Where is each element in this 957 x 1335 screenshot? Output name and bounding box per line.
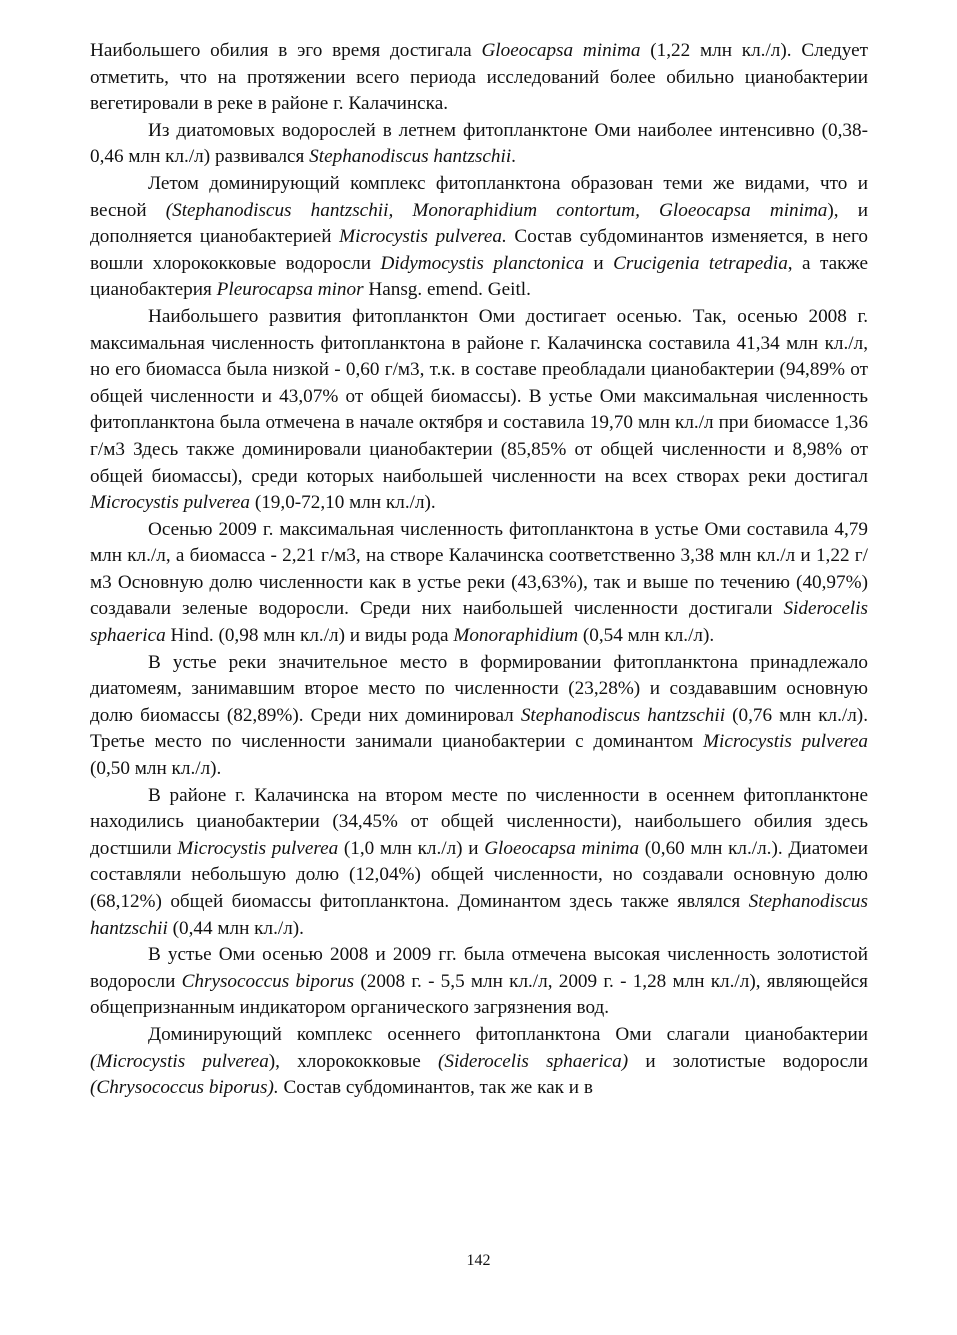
species-name: Stephanodiscus hantzschii — [309, 146, 512, 168]
text-run: (0,50 млн кл./л). — [90, 758, 222, 780]
text-run: В устье реки значительное место в формировании фитопланктона принадлежало диатомеям, занимавшим второе место по численности (23,28%) и создававшим основную долю биомассы (82,89%). Среди них доминировал — [90, 651, 868, 726]
text-run: В устье Оми осенью 2008 и 2009 гг. была отмечена высокая численность золотистой водоросли — [90, 944, 868, 992]
text-run: (0,60 млн кл./л.). Диатомеи составляли небольшую долю (12,04%) общей численности, но создавали основную долю (68,12%) общей биомассы фитопланктона. Доминантом здесь также являлся — [90, 837, 869, 912]
paragraph — [90, 38, 868, 118]
text-run: Hind. (0,98 млн кл./л) и виды рода — [165, 625, 454, 647]
species-name: Microcystis pulverea. — [339, 226, 507, 248]
paragraph — [90, 650, 868, 783]
text-run: Наибольшего обилия в эго время достигала — [90, 40, 482, 61]
paragraph — [90, 517, 868, 650]
text-run: , а также цианобактерия — [90, 252, 869, 301]
text-run: ), и дополняется цианобактерией — [90, 199, 868, 248]
page-number: 142 — [466, 1252, 491, 1269]
text-run: (1,0 млн кл./л) и — [338, 837, 485, 859]
species-name: (Siderocelis sphaerica) — [437, 1050, 629, 1072]
text-run: ), хлорококковые — [268, 1050, 438, 1072]
text-run: . — [511, 146, 516, 168]
text-run: Состав субдоминантов изменяется, в него вошли хлорококковые водоросли — [90, 226, 868, 274]
text-run: Hansg. emend. Geitl. — [363, 279, 531, 301]
paragraph — [90, 783, 868, 943]
paragraph — [90, 304, 868, 517]
species-name: (Microcystis pulverea — [90, 1050, 269, 1072]
text-run: (0,76 млн кл./л). Третье место по численности занимали цианобактерии с доминантом — [90, 704, 868, 753]
text-run: В районе г. Калачинска на втором месте по численности в осеннем фитопланктоне находились цианобактерии (34,45% от общей численности), наибольшего обилия здесь достшили — [90, 784, 868, 859]
species-name: Siderocelis sphaerica — [90, 598, 868, 647]
species-name: Chrysococcus biporus — [181, 970, 355, 992]
text-run: Состав субдоминантов, так же как и в — [278, 1077, 593, 1099]
text-run: Летом доминирующий комплекс фитопланктона образован теми же видами, что и весной — [90, 172, 868, 221]
species-name: Monoraphidium — [453, 625, 579, 647]
text-run: Наибольшего развития фитопланктон Оми достигает осенью. Так, осенью 2008 г. максимальная численность фитопланктона в районе г. Калачинска составила 41,34 млн кл./л, но его биомасса была низкой - 0,60 г/м3, т.к. в составе преобладали цианобактерии (94,89% от общей численности и 43,07% от общей биомассы). В устье Оми максимальная численность фитопланктона была отмечена в начале октября и составила 19,70 млн кл./л при биомассе 1,36 г/м3 Здесь также доминировали цианобактерии (85,85% от общей численности и 8,98% от общей биомассы), среди которых наибольшей численности на всех створах реки достигал — [90, 305, 868, 487]
text-run: (19,0-72,10 млн кл./л). — [250, 492, 436, 514]
species-name: Microcystis pulverea — [177, 837, 339, 859]
text-run: и — [583, 252, 614, 274]
paragraph — [90, 118, 868, 171]
species-name: Gloeocapsa minima — [481, 40, 641, 61]
species-name: Stephanodiscus hantzschii — [520, 704, 726, 726]
text-run: Доминирующий комплекс осеннего фитопланктона Оми слагали цианобактерии — [148, 1023, 868, 1045]
species-name: Crucigenia tetrapedia — [613, 252, 788, 274]
species-name: Microcystis pulverea — [90, 492, 251, 514]
text-run: (2008 г. - 5,5 млн кл./л, 2009 г. - 1,28 млн кл./л), являющейся общепризнанным индикатором органического загрязнения вод. — [90, 970, 869, 1019]
text-run: Осенью 2009 г. максимальная численность фитопланктона в устье Оми составила 4,79 млн кл./л, а биомасса - 2,21 г/м3, на створе Калачинска соответственно 3,38 млн кл./л и 1,22 г/м3 Основную долю численности как в устье реки (43,63%), так и выше по течению (40,97%) создавали зеленые водоросли. Среди них наибольшей численности достигали — [90, 518, 868, 620]
species-name: Stephanodiscus hantzschii — [90, 891, 868, 939]
paragraph — [90, 171, 868, 304]
species-name: Pleurocapsa minor — [216, 279, 364, 301]
species-name: Didymocystis planctonica — [380, 252, 584, 274]
text-run: (0,44 млн кл./л). — [167, 917, 304, 939]
species-name: (Chrysococcus biporus). — [90, 1077, 279, 1099]
species-name: Gloeocapsa minima — [484, 837, 640, 859]
text-run: (0,54 млн кл./л). — [578, 625, 715, 647]
species-name: Microcystis pulverea — [703, 731, 868, 753]
text-run: и золотистые водоросли — [628, 1050, 868, 1072]
paragraph — [90, 942, 868, 1022]
species-name: (Stephanodiscus hantzschii, Monoraphidium contortum, Gloeocapsa minima — [165, 199, 828, 221]
text-run: Из диатомовых водорослей в летнем фитопланктоне Оми наиболее интенсивно (0,38-0,46 млн кл./л) развивался — [90, 119, 868, 168]
document-body — [90, 38, 868, 1102]
text-run: (1,22 млн кл./л). Следует отметить, что на протяжении всего периода исследований более обильно цианобактерии вегетировали в реке в районе г. Калачинска. — [90, 40, 869, 115]
paragraph — [90, 1022, 868, 1102]
